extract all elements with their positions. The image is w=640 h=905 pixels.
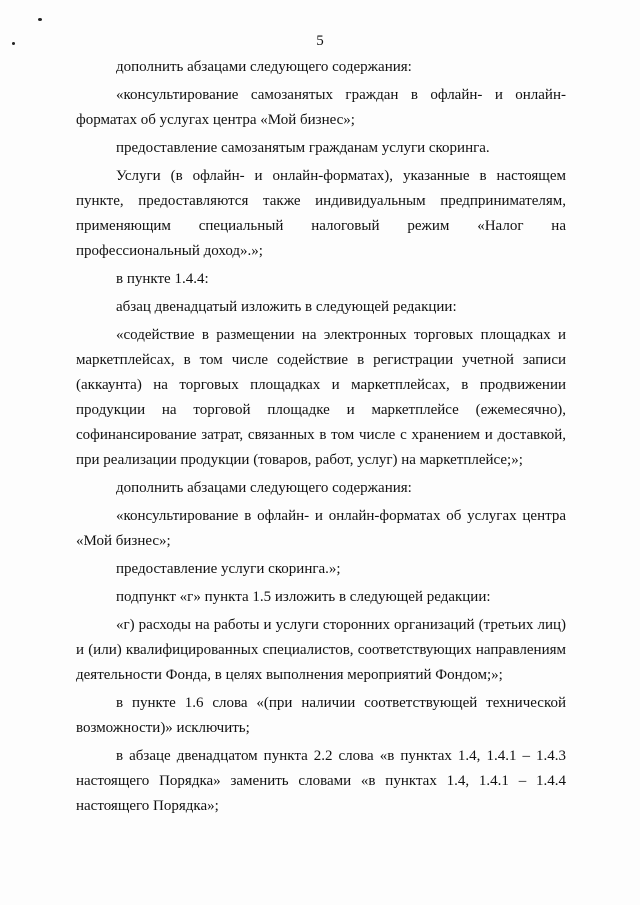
paragraph: «содействие в размещении на электронных торговых площадках и маркетплейсах, в том числе содействие в регистрации учетной записи (аккаунта) на торговых площадках и маркетплейсах, в продвижении продукции на торговой площадке и маркетплейсе (ежемесячно), софинансирование затрат, связанных в том числе с хранением и доставкой, при реализации продукции (товаров, работ, услуг) на маркетплейсе;»; (76, 327, 566, 468)
paragraph: дополнить абзацами следующего содержания: (116, 480, 412, 496)
paragraph: «консультирование в офлайн- и онлайн-форматах об услугах центра «Мой бизнес»; (76, 508, 566, 549)
paragraph: в пункте 1.4.4: (116, 271, 209, 287)
paragraph: в абзаце двенадцатом пункта 2.2 слова «в пунктах 1.4, 1.4.1 – 1.4.3 настоящего Порядка» заменить словами «в пунктах 1.4, 1.4.1 – 1.4.4 настоящего Порядка»; (76, 748, 566, 814)
page-number: 5 (316, 33, 324, 49)
paragraph: предоставление самозанятым гражданам услуги скоринга. (116, 140, 490, 156)
paragraph: предоставление услуги скоринга.»; (116, 561, 341, 577)
paragraph: «г) расходы на работы и услуги сторонних организаций (третьих лиц) и (или) квалифицированных специалистов, соответствующих направлениям деятельности Фонда, в целях выполнения мероприятий Фондом;»; (76, 617, 566, 683)
paragraph: Услуги (в офлайн- и онлайн-форматах), указанные в настоящем пункте, предоставляются также индивидуальным предпринимателям, применяющим специальный налоговый режим «Налог на профессиональный доход».»; (76, 168, 566, 259)
paragraph: подпункт «г» пункта 1.5 изложить в следующей редакции: (116, 589, 491, 605)
paragraph: абзац двенадцатый изложить в следующей редакции: (116, 299, 457, 315)
paragraph: «консультирование самозанятых граждан в офлайн- и онлайн-форматах об услугах центра «Мой бизнес»; (76, 87, 566, 128)
scan-speck (38, 18, 42, 21)
paragraph: в пункте 1.6 слова «(при наличии соответствующей технической возможности)» исключить; (76, 695, 566, 736)
document-body (76, 55, 566, 822)
paragraph: дополнить абзацами следующего содержания: (116, 59, 412, 75)
